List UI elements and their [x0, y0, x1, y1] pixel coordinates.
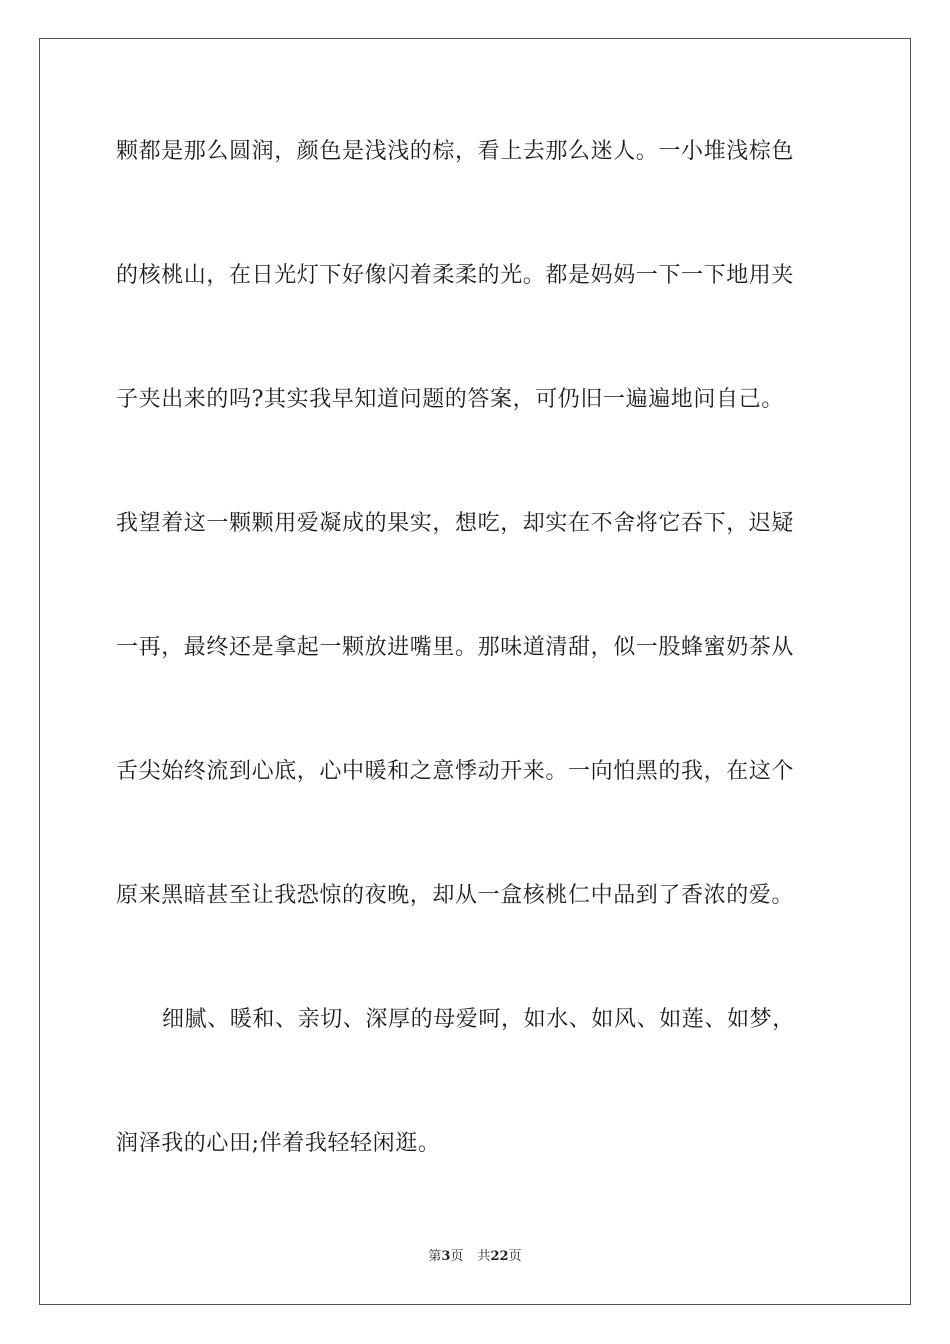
paragraph-line-6: 舌尖始终流到心底，心中暖和之意悸动开来。一向怕黑的我，在这个 [116, 759, 795, 784]
footer-page-number: 3 [441, 1249, 451, 1264]
footer-total-pages: 22 [490, 1249, 509, 1264]
paragraph-line-1: 颗都是那么圆润，颜色是浅浅的棕，看上去那么迷人。一小堆浅棕色 [116, 139, 795, 164]
paragraph-line-3: 子夹出来的吗?其实我早知道问题的答案，可仍旧一遍遍地问自己。 [116, 387, 784, 412]
paragraph-line-2: 的核桃山，在日光灯下好像闪着柔柔的光。都是妈妈一下一下地用夹 [116, 263, 795, 288]
footer-total-suffix: 页 [508, 1249, 522, 1264]
paragraph-line-5: 一再，最终还是拿起一颗放进嘴里。那味道清甜，似一股蜂蜜奶茶从 [116, 635, 795, 660]
paragraph-line-8: 细腻、暖和、亲切、深厚的母爱呵，如水、如风、如莲、如梦， [162, 1007, 795, 1032]
footer-total-prefix: 共 [477, 1249, 491, 1264]
paragraph-line-7: 原来黑暗甚至让我恐惊的夜晚，却从一盒核桃仁中品到了香浓的爱。 [116, 883, 795, 908]
paragraph-line-9: 润泽我的心田;伴着我轻轻闲逛。 [116, 1131, 441, 1156]
footer-page-prefix: 第 [428, 1249, 442, 1264]
paragraph-line-4: 我望着这一颗颗用爱凝成的果实，想吃，却实在不舍将它吞下，迟疑 [116, 511, 795, 536]
page-footer [0, 1248, 950, 1266]
page-border [39, 38, 911, 1305]
footer-page-suffix: 页 [450, 1249, 464, 1264]
